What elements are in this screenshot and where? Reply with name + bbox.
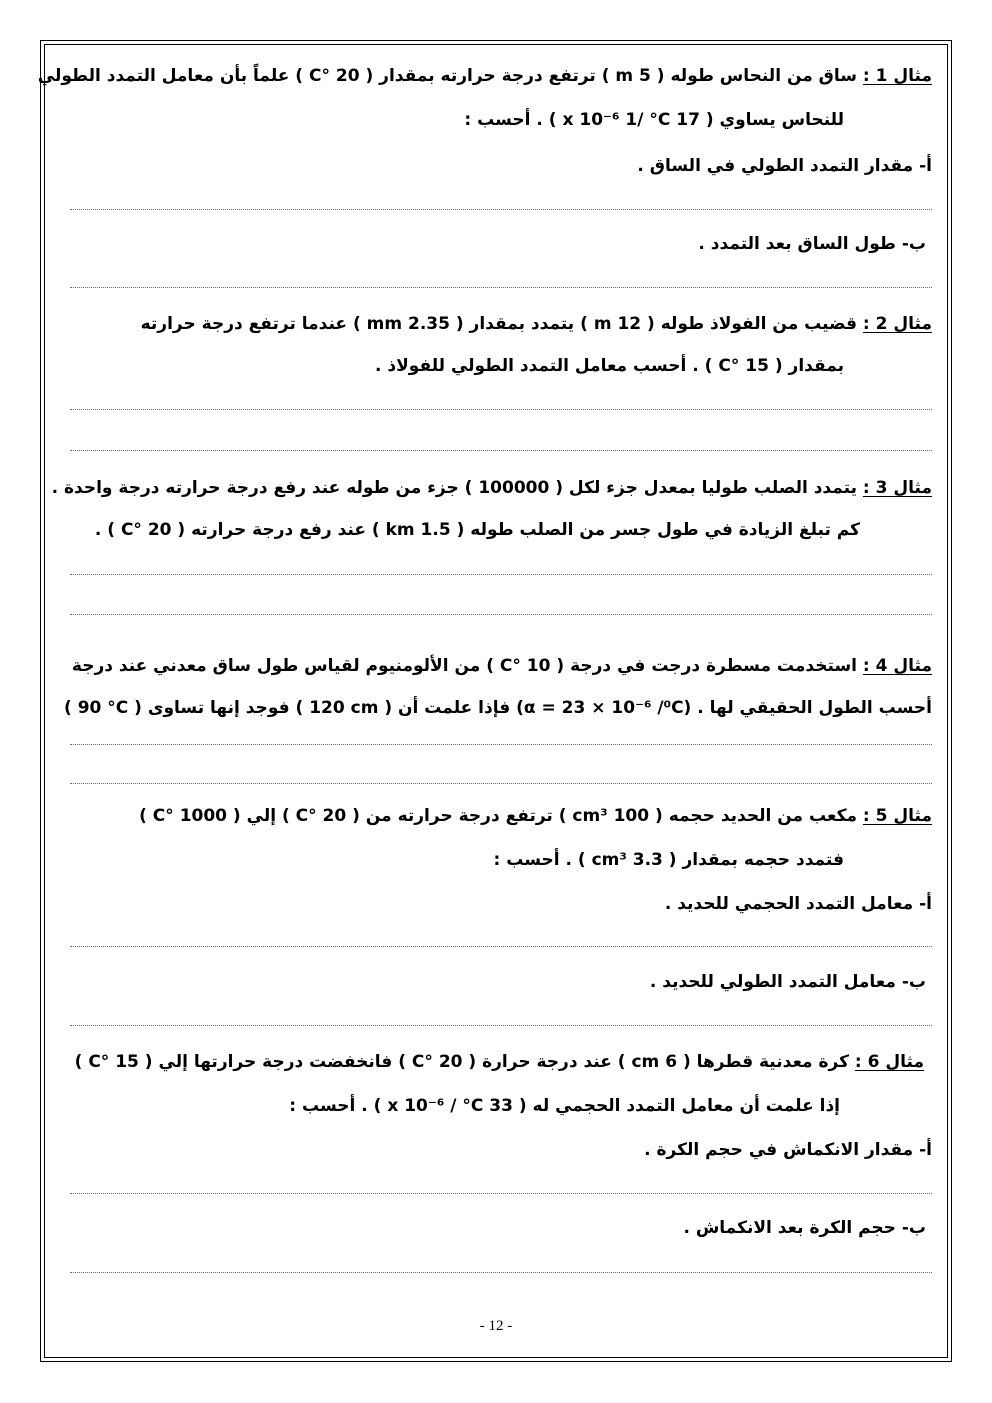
example-4-label: مثال 4 : [862,656,932,676]
example-1-label: مثال 1 : [862,66,932,86]
example-2-text-1: قضيب من الفولاذ طوله ( 12 m ) يتمدد بمقدار ( 2.35 mm ) عندما ترتفع درجة حرارته [140,314,857,334]
answer-line [70,209,932,210]
example-5-part-b: ب- معامل التمدد الطولي للحديد . [649,972,926,992]
example-6-part-b: ب- حجم الكرة بعد الانكماش . [683,1218,926,1238]
example-4-line-1 [72,654,932,678]
example-5-line-2: فتمدد حجمه بمقدار ( 3.3 cm³ ) . أحسب : [493,850,844,870]
example-4-text-1: استخدمت مسطرة درجت في درجة ( 10 °C ) من الألومنيوم لقياس طول ساق معدني عند درجة [71,656,857,676]
example-3-text-1: يتمدد الصلب طوليا بمعدل جزء لكل ( 100000 ) جزء من طوله عند رفع درجة حرارته درجة واحدة . [51,478,857,498]
answer-line [70,946,932,947]
example-5-text-1: مكعب من الحديد حجمه ( 100 cm³ ) ترتفع درجة حرارته من ( 20 °C ) إلي ( 1000 °C ) [139,806,857,826]
answer-line [70,1272,932,1273]
example-5-part-a: أ- معامل التمدد الحجمي للحديد . [664,894,932,914]
example-1-part-b: ب- طول الساق بعد التمدد . [698,234,926,254]
example-3-label: مثال 3 : [862,478,932,498]
answer-line [70,744,932,745]
example-5-line-1 [139,804,932,828]
example-3-line-2: كم تبلغ الزيادة في طول جسر من الصلب طوله ( 1.5 km ) عند رفع درجة حرارته ( 20 °C ) . [94,520,860,540]
example-6-line-2: إذا علمت أن معامل التمدد الحجمي له ( 33 x 10⁻⁶ / °C ) . أحسب : [289,1096,840,1116]
example-4-line-2: ( 90 °C ) فوجد إنها تساوى ( 120 cm ) فإذا علمت أن (α = 23 × 10⁻⁶ /⁰C) . أحسب الطول الحقيقي لها [64,698,932,718]
example-1-line-1 [38,64,932,88]
answer-line [70,614,932,615]
example-1-part-a: أ- مقدار التمدد الطولي في الساق . [637,156,932,176]
example-1-line-2: للنحاس يساوي ( 17 x 10⁻⁶ 1/ °C ) . أحسب : [464,110,844,130]
example-5-label: مثال 5 : [862,806,932,826]
example-6-label: مثال 6 : [854,1052,924,1072]
answer-line [70,1025,932,1026]
example-2-line-2: بمقدار ( 15 °C ) . أحسب معامل التمدد الطولي للفولاذ . [375,356,844,376]
answer-line [70,409,932,410]
example-1-text-1: ساق من النحاس طوله ( 5 m ) ترتفع درجة حرارته بمقدار ( 20 °C ) علماً بأن معامل التمدد الطولي [37,66,857,86]
example-2-label: مثال 2 : [862,314,932,334]
answer-line [70,574,932,575]
example-3-line-1 [52,476,932,500]
example-6-part-a: أ- مقدار الانكماش في حجم الكرة . [644,1140,932,1160]
answer-line [70,1193,932,1194]
page-number: - 12 - [479,1318,513,1334]
answer-line [70,287,932,288]
example-6-text-1: كرة معدنية قطرها ( 6 cm ) عند درجة حرارة ( 20 °C ) فانخفضت درجة حرارتها إلي ( 15 °C ) [74,1052,849,1072]
answer-line [70,783,932,784]
example-6-line-1 [75,1050,924,1074]
answer-line [70,450,932,451]
example-2-line-1 [141,312,932,336]
